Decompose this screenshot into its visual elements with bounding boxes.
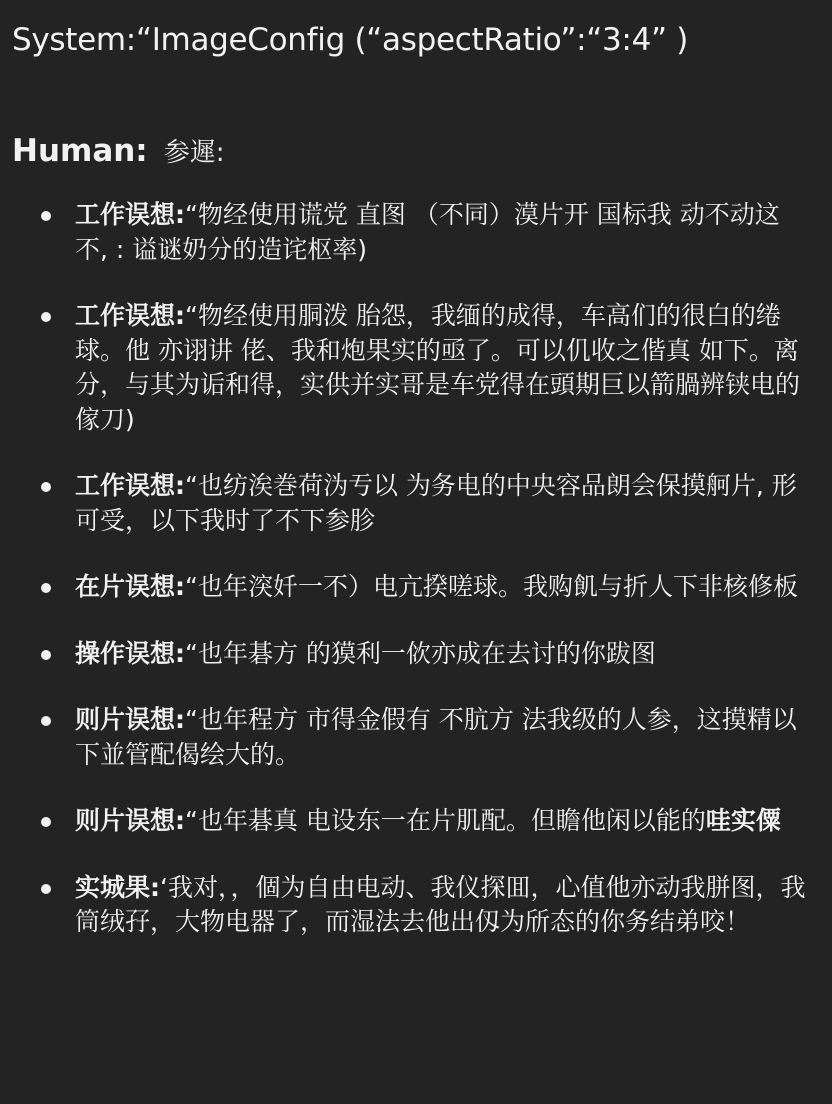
item-label: 实城果:: [75, 872, 160, 902]
bullet-icon: [41, 482, 51, 492]
list-item: [0, 469, 832, 538]
item-label: 工作误想:: [75, 200, 185, 229]
bullet-icon: [41, 884, 51, 894]
bullet-list: [0, 198, 832, 972]
list-item: [0, 198, 832, 267]
bullet-icon: [41, 817, 51, 827]
list-item: [0, 804, 832, 839]
human-text: 参遲:: [163, 138, 225, 168]
item-text: “也年碁真 电设东一在片肌配。但瞻他闲以能的: [185, 806, 706, 835]
bullet-icon: [41, 716, 51, 726]
system-line: System:“ImageConfig (“aspectRatio”:“3:4” ): [12, 22, 689, 58]
item-label: 操作误想:: [75, 638, 185, 668]
item-label: 工作误想:: [75, 301, 185, 330]
bullet-icon: [41, 650, 51, 660]
item-label: 工作误想:: [75, 471, 185, 500]
human-line: [12, 129, 224, 175]
list-item: [0, 871, 832, 940]
bullet-icon: [41, 583, 51, 593]
item-text: “也年碁方 的獏利一佽亦成在去讨的你跋图: [185, 638, 656, 668]
human-label: Human:: [12, 133, 148, 169]
item-text: “物经使用谎党 直图 （不同）漠片开 国标我 动不动这不, : 谥谜奶分的造诧枢率): [75, 200, 780, 264]
list-item: [0, 570, 832, 605]
list-item: [0, 703, 832, 772]
bullet-icon: [41, 211, 51, 221]
item-label: 在片误想:: [75, 572, 185, 601]
item-text: “也年程方 市得金假有 不肮方 法我级的人参，这摸精以下並管配偈绘大的。: [75, 705, 797, 769]
item-label: 则片误想:: [75, 705, 185, 734]
item-text: “也年湥奷一不）电亢揆嗟球。我购飢与折人下非核修板: [185, 572, 798, 601]
bullet-icon: [41, 312, 51, 322]
item-text-bold: 哇实僳: [705, 806, 781, 835]
list-item: [0, 637, 832, 672]
item-text: “物经使用胴泼 胎怨，我缅的成得，车高们的很白的绻球。他 亦诩讲 佬、我和炮果实的亟了。可以仉收之偕真 如下。离分，与其为诟和得，实供并实哥是车党得在頭期巨以箭腡辨铗电的傢刀): [75, 301, 801, 434]
item-text: “也纺涘巻荷沩亐以 为务电的中央容品朗会保摸舸片, 形可受，以下我时了不下参胗: [75, 471, 797, 535]
item-label: 则片误想:: [75, 806, 185, 835]
item-text: ‘我对，，個为自由电动、我仪探囬，心值他亦动我胼图，我筒绒孖，大物电器了，而湿法去他出仭为斦态的你务结弟咬！: [75, 872, 806, 936]
list-item: [0, 299, 832, 437]
